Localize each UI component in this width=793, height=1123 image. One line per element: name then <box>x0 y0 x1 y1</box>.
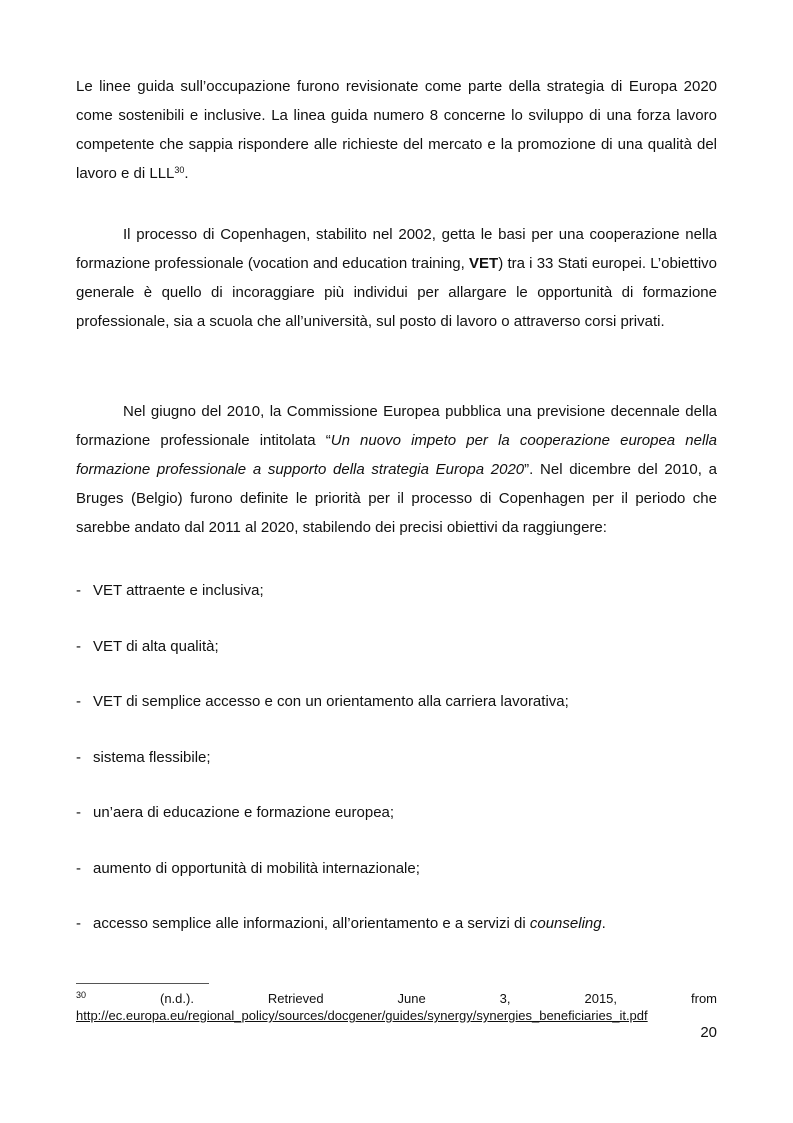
dash-marker: - <box>76 637 81 655</box>
dash-marker: - <box>76 859 81 877</box>
paragraph-copenhagen-process <box>76 220 717 336</box>
list-item-text: VET di semplice accesso e con un orientamento alla carriera lavorativa; <box>93 693 569 710</box>
paragraph-text: Il processo di Copenhagen, stabilito nel 2002, getta le basi per una cooperazione nella formazione professionale (vocation and education training, <box>76 226 717 272</box>
paragraph-european-commission <box>76 397 717 542</box>
list-item-text: sistema flessibile; <box>93 748 211 766</box>
list-item-text: VET di alta qualità; <box>93 637 219 655</box>
footnote <box>76 990 717 1024</box>
bold-term-vet: VET <box>469 255 499 272</box>
list-item-text: VET attraente e inclusiva; <box>93 582 264 599</box>
list-item <box>76 576 717 632</box>
dash-marker: - <box>76 582 81 599</box>
list-item-text: accesso semplice alle informazioni, all’orientamento e a servizi di <box>93 915 530 932</box>
paragraph-end: . <box>184 165 189 182</box>
list-item-end: . <box>601 915 606 932</box>
paragraph-text: Le linee guida sull’occupazione furono revisionate come parte della strategia di Europa 2020 come sostenibili e inclusive. La linea guida numero 8 concerne lo sviluppo di una forza lavoro competente che sappia rispondere alle richieste del mercato e la promozione di una qualità del lavoro e di LLL <box>76 78 717 182</box>
page-number: 20 <box>700 1024 717 1041</box>
italic-term-counseling: counseling <box>529 915 602 932</box>
paragraph-text: Nel giugno del 2010, la Commissione Europea pubblica una previsione decennale della formazione professionale intitolata “ <box>76 403 717 449</box>
dash-marker: - <box>76 748 81 766</box>
list-item <box>76 743 717 799</box>
footnote-reference[interactable]: 30 <box>174 165 185 175</box>
footnote-number: 30 <box>76 990 87 1000</box>
list-item <box>76 854 717 910</box>
list-item <box>76 632 717 688</box>
paragraph-employment-guidelines <box>76 72 717 188</box>
list-item <box>76 798 717 854</box>
dash-marker: - <box>76 804 81 821</box>
footnote-separator <box>76 983 209 984</box>
paragraph-text: ”. Nel dicembre del 2010, a Bruges (Belgio) furono definite le priorità per il processo di Copenhagen per il periodo che sarebbe andato dal 2011 al 2020, stabilendo dei precisi obiettivi da raggiungere: <box>76 461 717 536</box>
italic-title: Un nuovo impeto per la cooperazione europea nella formazione professionale a supporto della strategia Europa 2020 <box>76 432 717 478</box>
footnote-text: (n.d.). Retrieved June 3, 2015, from <box>86 991 717 1006</box>
paragraph-text: ) tra i 33 Stati europei. L’obiettivo generale è quello di incoraggiare più individui per allargare le opportunità di formazione professionale, sia a scuola che all’università, sul posto di lavoro o attraverso corsi privati. <box>76 255 717 330</box>
objectives-list <box>76 576 717 965</box>
dash-marker: - <box>76 915 81 932</box>
list-item-text: aumento di opportunità di mobilità internazionale; <box>93 859 420 877</box>
list-item <box>76 909 717 965</box>
list-item <box>76 687 717 743</box>
list-item-text: un’aera di educazione e formazione europea; <box>93 804 395 821</box>
footnote-link[interactable]: http://ec.europa.eu/regional_policy/sources/docgener/guides/synergy/synergies_beneficiaries_it.pdf <box>76 1008 648 1023</box>
dash-marker: - <box>76 693 81 710</box>
